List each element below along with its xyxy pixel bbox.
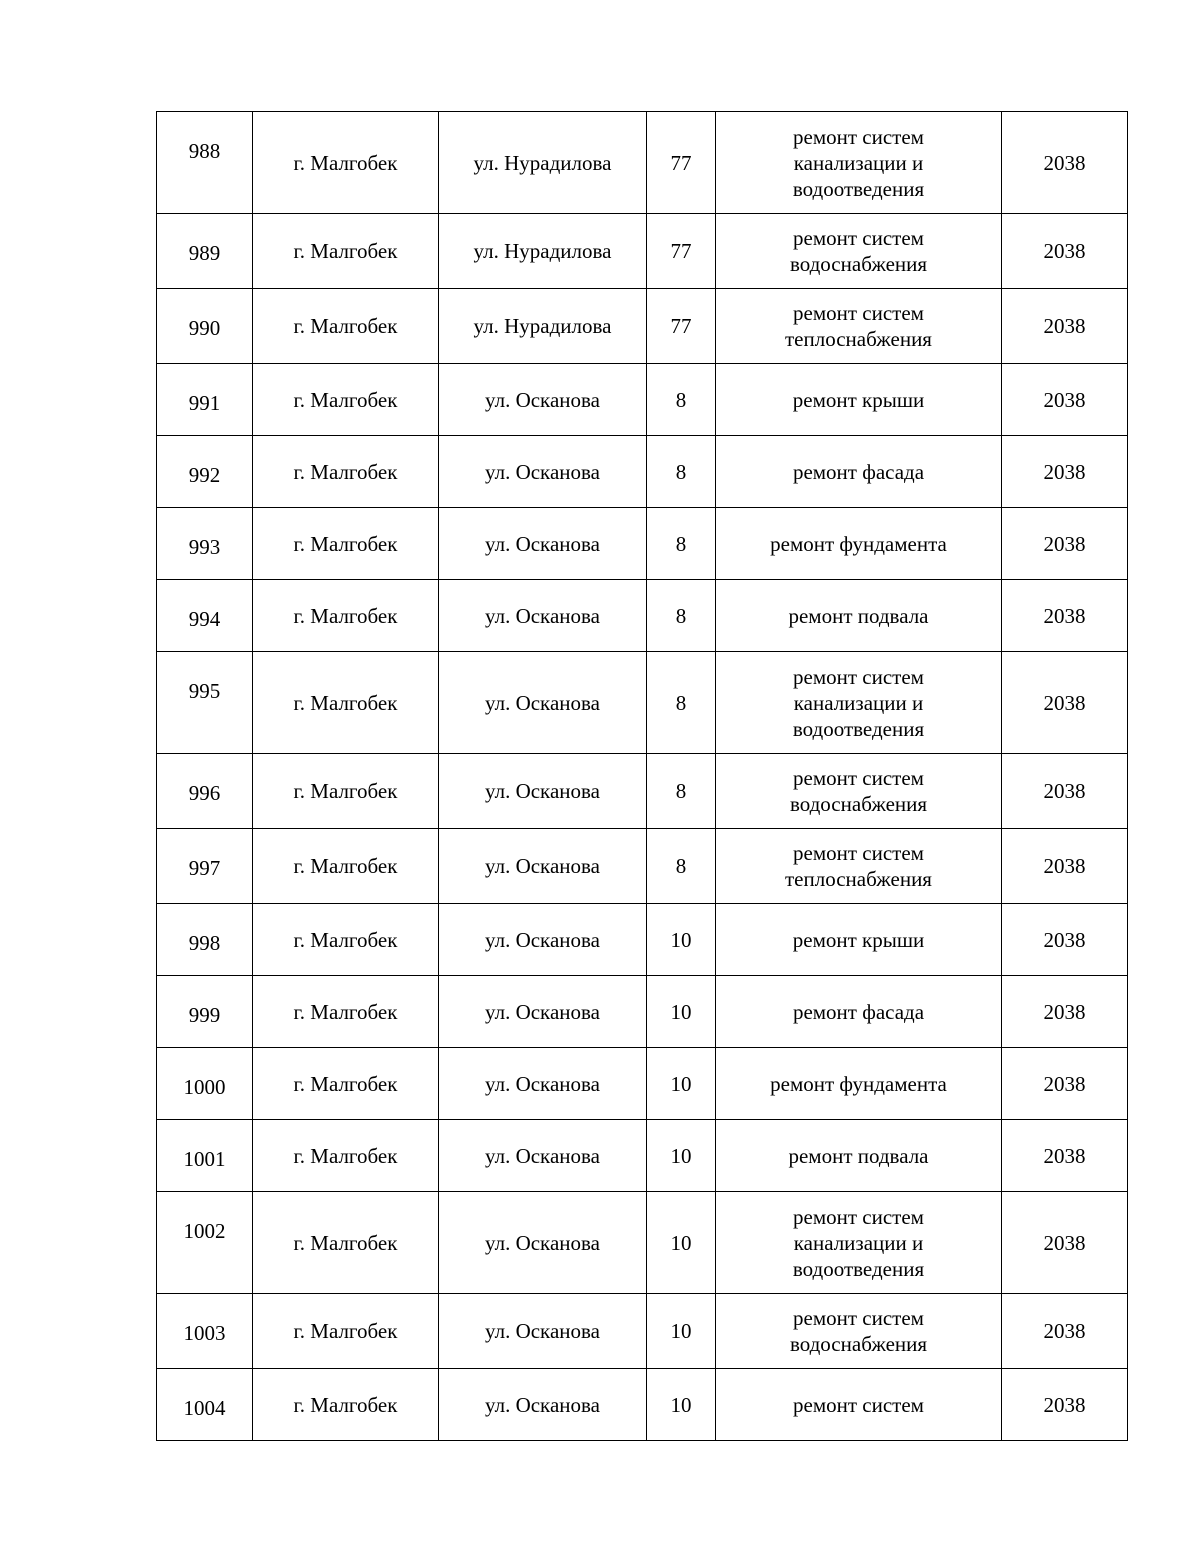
street-cell: ул. Осканова	[439, 364, 647, 436]
city-cell: г. Малгобек	[253, 580, 439, 652]
street-cell: ул. Осканова	[439, 436, 647, 508]
table-row	[157, 976, 1128, 1048]
year-cell: 2038	[1002, 1192, 1128, 1294]
work-type-cell	[716, 1369, 1002, 1441]
year-cell: 2038	[1002, 580, 1128, 652]
row-number: 996	[157, 754, 253, 829]
table-row	[157, 112, 1128, 214]
street-cell: ул. Нурадилова	[439, 289, 647, 364]
row-number: 997	[157, 829, 253, 904]
year-cell: 2038	[1002, 904, 1128, 976]
work-type-text: ремонт подвала	[788, 603, 929, 628]
work-type-text: ремонт крыши	[792, 927, 925, 952]
year-cell: 2038	[1002, 364, 1128, 436]
row-number: 1002	[157, 1192, 253, 1294]
year-cell: 2038	[1002, 652, 1128, 754]
work-type-text: ремонт фасада	[792, 459, 925, 484]
work-type-text: ремонт фасада	[792, 999, 925, 1024]
row-number: 992	[157, 436, 253, 508]
house-cell: 8	[647, 508, 716, 580]
row-number: 990	[157, 289, 253, 364]
street-cell: ул. Осканова	[439, 652, 647, 754]
year-cell: 2038	[1002, 976, 1128, 1048]
table-row	[157, 436, 1128, 508]
table-row	[157, 904, 1128, 976]
year-cell: 2038	[1002, 508, 1128, 580]
work-type-cell	[716, 364, 1002, 436]
city-cell: г. Малгобек	[253, 904, 439, 976]
work-type-text: ремонт систем канализации и водоотведения	[792, 1204, 925, 1281]
work-type-text: ремонт систем теплоснабжения	[785, 841, 932, 891]
table-row	[157, 1048, 1128, 1120]
row-number: 998	[157, 904, 253, 976]
street-cell: ул. Осканова	[439, 976, 647, 1048]
city-cell: г. Малгобек	[253, 829, 439, 904]
year-cell: 2038	[1002, 1369, 1128, 1441]
city-cell: г. Малгобек	[253, 1192, 439, 1294]
street-cell: ул. Осканова	[439, 1120, 647, 1192]
work-type-text: ремонт фундамента	[770, 1071, 947, 1096]
house-cell: 8	[647, 754, 716, 829]
house-cell: 10	[647, 1120, 716, 1192]
work-type-text: ремонт систем водоснабжения	[789, 226, 928, 276]
street-cell: ул. Осканова	[439, 1192, 647, 1294]
work-type-cell	[716, 976, 1002, 1048]
year-cell: 2038	[1002, 112, 1128, 214]
work-type-cell	[716, 1192, 1002, 1294]
work-type-cell	[716, 1120, 1002, 1192]
city-cell: г. Малгобек	[253, 1369, 439, 1441]
city-cell: г. Малгобек	[253, 508, 439, 580]
house-cell: 77	[647, 289, 716, 364]
repair-schedule-table	[156, 111, 1128, 1441]
row-number: 991	[157, 364, 253, 436]
street-cell: ул. Нурадилова	[439, 214, 647, 289]
street-cell: ул. Осканова	[439, 508, 647, 580]
street-cell: ул. Осканова	[439, 904, 647, 976]
table-row	[157, 289, 1128, 364]
work-type-text: ремонт систем канализации и водоотведения	[792, 664, 925, 741]
work-type-cell	[716, 436, 1002, 508]
house-cell: 8	[647, 580, 716, 652]
year-cell: 2038	[1002, 829, 1128, 904]
table-row	[157, 580, 1128, 652]
city-cell: г. Малгобек	[253, 1120, 439, 1192]
table-row	[157, 1369, 1128, 1441]
table-row	[157, 364, 1128, 436]
row-number: 994	[157, 580, 253, 652]
city-cell: г. Малгобек	[253, 112, 439, 214]
work-type-cell	[716, 1048, 1002, 1120]
city-cell: г. Малгобек	[253, 976, 439, 1048]
row-number: 1004	[157, 1369, 253, 1441]
house-cell: 10	[647, 976, 716, 1048]
city-cell: г. Малгобек	[253, 652, 439, 754]
work-type-text: ремонт систем водоснабжения	[789, 1306, 928, 1356]
row-number: 999	[157, 976, 253, 1048]
street-cell: ул. Осканова	[439, 580, 647, 652]
table-row	[157, 652, 1128, 754]
house-cell: 8	[647, 829, 716, 904]
table-row	[157, 214, 1128, 289]
house-cell: 8	[647, 652, 716, 754]
work-type-text: ремонт подвала	[788, 1143, 929, 1168]
year-cell: 2038	[1002, 754, 1128, 829]
street-cell: ул. Осканова	[439, 754, 647, 829]
house-cell: 77	[647, 112, 716, 214]
work-type-cell	[716, 580, 1002, 652]
row-number: 1001	[157, 1120, 253, 1192]
city-cell: г. Малгобек	[253, 1294, 439, 1369]
work-type-cell	[716, 289, 1002, 364]
street-cell: ул. Нурадилова	[439, 112, 647, 214]
house-cell: 10	[647, 1192, 716, 1294]
house-cell: 10	[647, 1294, 716, 1369]
work-type-text: ремонт систем канализации и водоотведения	[792, 124, 925, 201]
year-cell: 2038	[1002, 1048, 1128, 1120]
table-row	[157, 829, 1128, 904]
table-row	[157, 1192, 1128, 1294]
work-type-text: ремонт фундамента	[770, 531, 947, 556]
street-cell: ул. Осканова	[439, 1048, 647, 1120]
year-cell: 2038	[1002, 289, 1128, 364]
house-cell: 77	[647, 214, 716, 289]
work-type-cell	[716, 904, 1002, 976]
work-type-cell	[716, 508, 1002, 580]
city-cell: г. Малгобек	[253, 436, 439, 508]
table-row	[157, 1294, 1128, 1369]
city-cell: г. Малгобек	[253, 289, 439, 364]
row-number: 993	[157, 508, 253, 580]
house-cell: 10	[647, 1048, 716, 1120]
row-number: 988	[157, 112, 253, 214]
city-cell: г. Малгобек	[253, 214, 439, 289]
house-cell: 8	[647, 364, 716, 436]
street-cell: ул. Осканова	[439, 1369, 647, 1441]
work-type-cell	[716, 1294, 1002, 1369]
table-row	[157, 1120, 1128, 1192]
work-type-text: ремонт систем водоснабжения	[789, 766, 928, 816]
row-number: 1003	[157, 1294, 253, 1369]
city-cell: г. Малгобек	[253, 1048, 439, 1120]
row-number: 995	[157, 652, 253, 754]
work-type-text: ремонт крыши	[792, 387, 925, 412]
work-type-cell	[716, 652, 1002, 754]
year-cell: 2038	[1002, 436, 1128, 508]
city-cell: г. Малгобек	[253, 364, 439, 436]
street-cell: ул. Осканова	[439, 1294, 647, 1369]
row-number: 989	[157, 214, 253, 289]
work-type-text: ремонт систем теплоснабжения	[785, 301, 932, 351]
street-cell: ул. Осканова	[439, 829, 647, 904]
house-cell: 10	[647, 1369, 716, 1441]
year-cell: 2038	[1002, 1120, 1128, 1192]
work-type-cell	[716, 829, 1002, 904]
work-type-cell	[716, 112, 1002, 214]
work-type-text: ремонт систем	[793, 1392, 924, 1417]
city-cell: г. Малгобек	[253, 754, 439, 829]
house-cell: 10	[647, 904, 716, 976]
year-cell: 2038	[1002, 1294, 1128, 1369]
table-row	[157, 754, 1128, 829]
year-cell: 2038	[1002, 214, 1128, 289]
table-row	[157, 508, 1128, 580]
work-type-cell	[716, 214, 1002, 289]
row-number: 1000	[157, 1048, 253, 1120]
work-type-cell	[716, 754, 1002, 829]
house-cell: 8	[647, 436, 716, 508]
